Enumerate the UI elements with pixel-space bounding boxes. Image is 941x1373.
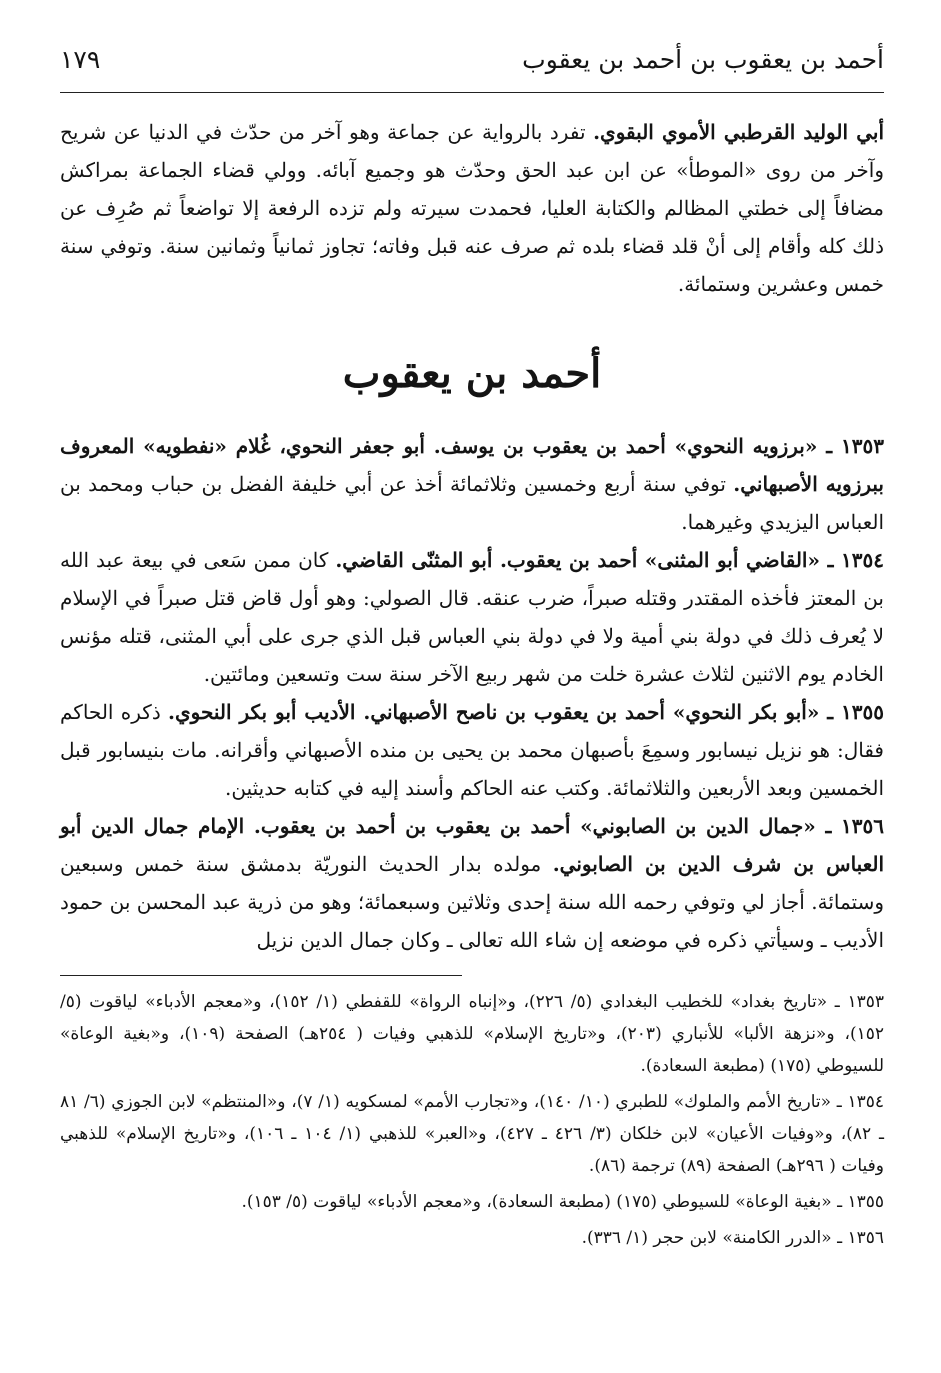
entry-bold-title: «برزويه النحوي» أحمد بن يعقوب بن يوسف. أبو جعفر النحوي، غُلام «نفطويه» المعروف ببرزويه الأصبهاني. [60,434,884,496]
footnote-text: «تاريخ بغداد» للخطيب البغدادي (٥/ ٢٢٦)، و«إنباه الرواة» للقفطي (١/ ١٥٢)، و«معجم الأدباء» لياقوت (٥/ ١٥٢)، و«نزهة الألبا» للأنباري (٢٠٣)، و«تاريخ الإسلام» للذهبي وفيات ( ٢٥٤هـ) الصفحة (١٠٩)، و«بغية الوعاة» للسيوطي (١٧٥) (مطبعة السعادة). [60,992,885,1076]
entry-bold-title: «جمال الدين بن الصابوني» أحمد بن يعقوب بن أحمد بن يعقوب. الإمام جمال الدين أبو العباس بن شرف الدين بن الصابوني. [60,814,884,876]
footnote-1354: ١٣٥٤ ـ «تاريخ الأمم والملوك» للطبري (١٠/ ١٤٠)، و«تجارب الأمم» لمسكويه (١/ ٧)، و«المنتظم» لابن الجوزي (٦/ ٨١ ـ ٨٢)، و«وفيات الأعيان» لابن خلكان (٣/ ٤٢٦ ـ ٤٢٧)، و«العبر» للذهبي (١/ ١٠٤ ـ ١٠٦)، و«تاريخ الإسلام» للذهبي وفيات ( ٢٩٦هـ) الصفحة (٨٩) ترجمة (٨٦). [60,1092,884,1176]
footnote-text: «بغية الوعاة» للسيوطي (١٧٥) (مطبعة السعادة)، و«معجم الأدباء» لياقوت (٥/ ١٥٣). [241,1192,832,1212]
entry-number: ١٣٥٦ [841,814,884,838]
intro-text: تفرد بالرواية عن جماعة وهو آخر من حدّث في الدنيا عن شريح وآخر من روى «الموطأ» عن ابن عبد الحق وحدّث هو وجميع آبائه. وولي قضاء الجماعة بمراكش مضافاً إلى خطتي المظالم والكتابة العليا، فحمدت سيرته ولم تزده الرفعة إلا تواضعاً ثم صُرِف عن ذلك كله وأقام إلى أنْ قلد قضاء بلده ثم صرف عنه قبل وفاته؛ تجاوز ثمانياً وثمانين سنة. وتوفي سنة خمس وعشرين وستمائة. [60,120,884,296]
entry-bold-title: «أبو بكر النحوي» أحمد بن يعقوب بن ناصح الأصبهاني. الأديب أبو بكر النحوي. [168,700,820,724]
main-text [60,113,884,959]
page-header [60,28,884,93]
footnote-number: ١٣٥٦ [847,1228,884,1248]
entry-1354: ١٣٥٤ ـ «القاضي أبو المثنى» أحمد بن يعقوب. أبو المثنّى القاضي. كان ممن سَعى في بيعة عبد الله بن المعتز فأخذه المقتدر وقتله صبراً، ضرب عنقه. قال الصولي: وهو أول قاض قتل صبراً في الإسلام لا يُعرف ذلك في دولة بني أمية ولا في دولة بني العباس قبل الذي جرى على أبي المثنى، قتله مؤنس الخادم يوم الاثنين لثلاث عشرة خلت من شهر ربيع الآخر سنة ست وتسعين ومائتين. [60,548,884,686]
entry-number: ١٣٥٥ [841,700,884,724]
entry-number: ١٣٥٤ [841,548,884,572]
entry-text: مولده بدار الحديث النوريّة بدمشق سنة خمس وسبعين وستمائة. أجاز لي وتوفي رحمه الله سنة إحدى وثلاثين وسبعمائة؛ وهو من ذرية عبد المحسن بن حمود الأديب ـ وسيأتي ذكره في موضعه إن شاء الله تعالى ـ وكان جمال الدين نزيل [60,852,884,952]
entry-text: ذكره الحاكم فقال: هو نزيل نيسابور وسمِعَ بأصبهان محمد بن يحيى بن منده الأصبهاني وأقرانه. مات بنيسابور قبل الخمسين وبعد الأربعين والثلاثمائة. وكتب عنه الحاكم وأسند إليه في كتابه حديثين. [60,700,884,800]
footnote-1356: ١٣٥٦ ـ «الدرر الكامنة» لابن حجر (١/ ٣٣٦). [581,1228,884,1248]
footnote-number: ١٣٥٥ [847,1192,884,1212]
entry-1356: ١٣٥٦ ـ «جمال الدين بن الصابوني» أحمد بن يعقوب بن أحمد بن يعقوب. الإمام جمال الدين أبو العباس بن شرف الدين بن الصابوني. مولده بدار الحديث النوريّة بدمشق سنة خمس وسبعين وستمائة. أجاز لي وتوفي رحمه الله سنة إحدى وثلاثين وسبعمائة؛ وهو من ذرية عبد المحسن بن حمود الأديب ـ وسيأتي ذكره في موضعه إن شاء الله تعالى ـ وكان جمال الدين نزيل [60,814,884,952]
section-heading: أحمد بن يعقوب [342,350,602,397]
intro-bold-name: أبي الوليد القرطبي الأموي البقوي. [593,120,884,144]
footnote-number: ١٣٥٣ [847,992,884,1012]
footnotes [60,986,884,1254]
intro-paragraph [60,113,884,303]
entry-1353: ١٣٥٣ ـ «برزويه النحوي» أحمد بن يعقوب بن يوسف. أبو جعفر النحوي، غُلام «نفطويه» المعروف ببرزويه الأصبهاني. توفي سنة أربع وخمسين وثلاثمائة أخذ عن أبي خليفة الفضل بن حباب ومحمد بن العباس اليزيدي وغيرهما. [60,434,884,534]
running-title: أحمد بن يعقوب بن أحمد بن يعقوب [522,45,884,74]
footnote-text: «الدرر الكامنة» لابن حجر (١/ ٣٣٦). [581,1228,832,1248]
entry-bold-title: «القاضي أبو المثنى» أحمد بن يعقوب. أبو المثنّى القاضي. [335,548,820,572]
footnote-separator [60,975,462,976]
footnote-text: «تاريخ الأمم والملوك» للطبري (١٠/ ١٤٠)، و«تجارب الأمم» لمسكويه (١/ ٧)، و«المنتظم» لابن الجوزي (٦/ ٨١ ـ ٨٢)، و«وفيات الأعيان» لابن خلكان (٣/ ٤٢٦ ـ ٤٢٧)، و«العبر» للذهبي (١/ ١٠٤ ـ ١٠٦)، و«تاريخ الإسلام» للذهبي وفيات ( ٢٩٦هـ) الصفحة (٨٩) ترجمة (٨٦). [60,1092,884,1176]
page-number: ١٧٩ [60,45,101,74]
entry-1355: ١٣٥٥ ـ «أبو بكر النحوي» أحمد بن يعقوب بن ناصح الأصبهاني. الأديب أبو بكر النحوي. ذكره الحاكم فقال: هو نزيل نيسابور وسمِعَ بأصبهان محمد بن يحيى بن منده الأصبهاني وأقرانه. مات بنيسابور قبل الخمسين وبعد الأربعين والثلاثمائة. وكتب عنه الحاكم وأسند إليه في كتابه حديثين. [60,700,884,800]
entry-number: ١٣٥٣ [841,434,884,458]
entry-text: كان ممن سَعى في بيعة عبد الله بن المعتز فأخذه المقتدر وقتله صبراً، ضرب عنقه. قال الصولي: وهو أول قاض قتل صبراً في الإسلام لا يُعرف ذلك في دولة بني أمية ولا في دولة بني العباس قبل الذي جرى على أبي المثنى، قتله مؤنس الخادم يوم الاثنين لثلاث عشرة خلت من شهر ربيع الآخر سنة ست وتسعين ومائتين. [60,548,884,686]
footnote-1355: ١٣٥٥ ـ «بغية الوعاة» للسيوطي (١٧٥) (مطبعة السعادة)، و«معجم الأدباء» لياقوت (٥/ ١٥٣). [241,1192,884,1212]
book-page [60,28,884,1258]
entry-text: توفي سنة أربع وخمسين وثلاثمائة أخذ عن أبي خليفة الفضل بن حباب ومحمد بن العباس اليزيدي وغيرهما. [60,472,884,534]
footnote-number: ١٣٥٤ [847,1092,884,1112]
footnote-1353: ١٣٥٣ ـ «تاريخ بغداد» للخطيب البغدادي (٥/ ٢٢٦)، و«إنباه الرواة» للقفطي (١/ ١٥٢)، و«معجم الأدباء» لياقوت (٥/ ١٥٢)، و«نزهة الألبا» للأنباري (٢٠٣)، و«تاريخ الإسلام» للذهبي وفيات ( ٢٥٤هـ) الصفحة (١٠٩)، و«بغية الوعاة» للسيوطي (١٧٥) (مطبعة السعادة). [60,992,885,1076]
